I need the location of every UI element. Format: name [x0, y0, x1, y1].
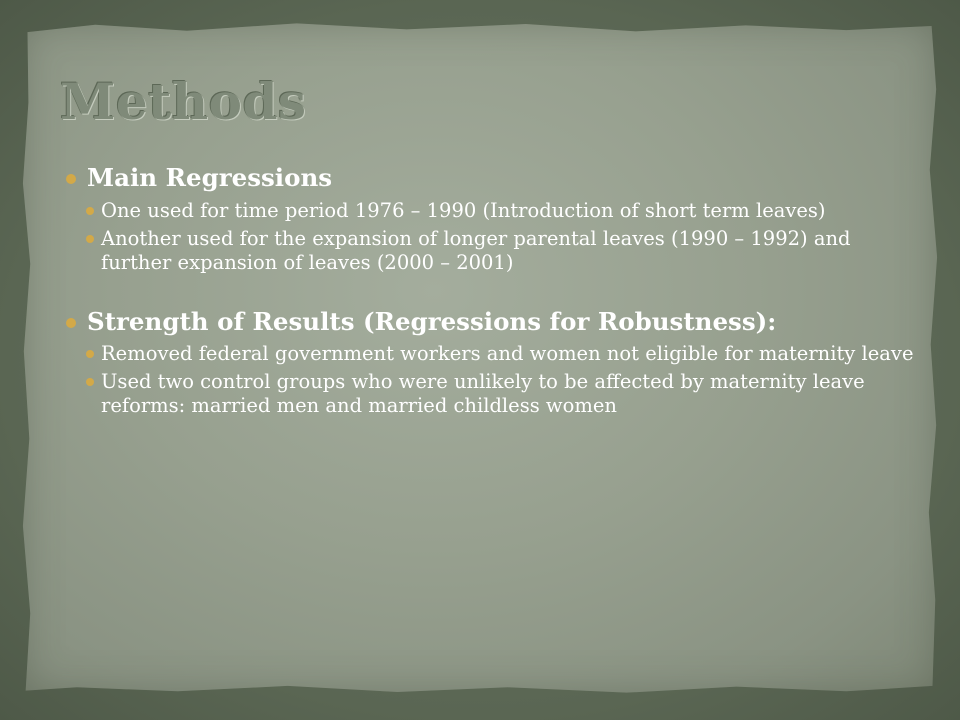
- slide-title: Methods: [60, 72, 307, 131]
- bullet-dot-icon: [86, 207, 94, 215]
- slide-content: [66, 163, 916, 422]
- bullet-text: One used for time period 1976 – 1990 (Introduction of short term leaves): [101, 198, 826, 222]
- bullet-dot-icon: [86, 350, 94, 358]
- bullet-dot-icon: [86, 235, 94, 243]
- bullet-text: Another used for the expansion of longer parental leaves (1990 – 1992) and further expansion of leaves (2000 – 2001): [101, 226, 851, 274]
- section-strength-of-results: [66, 307, 916, 419]
- sub-bullet-list: [66, 342, 916, 418]
- bullet-text: Used two control groups who were unlikely to be affected by maternity leave reforms: married men and married childless women: [101, 370, 865, 418]
- section-main-regressions: [66, 163, 916, 275]
- bullet-level-2: [66, 342, 916, 366]
- bullet-dot-icon: [86, 378, 94, 386]
- bullet-level-2: [66, 370, 916, 418]
- bullet-level-2: [66, 199, 916, 223]
- sub-bullet-list: [66, 199, 916, 275]
- section-spacer: [66, 279, 916, 307]
- bullet-dot-icon: [66, 318, 76, 328]
- section-heading: Main Regressions: [87, 163, 333, 192]
- bullet-level-2: [66, 227, 916, 275]
- bullet-dot-icon: [66, 174, 76, 184]
- section-heading: Strength of Results (Regressions for Robustness):: [87, 306, 777, 336]
- bullet-level-1: [66, 307, 916, 338]
- bullet-text: Removed federal government workers and women not eligible for maternity leave: [101, 342, 914, 366]
- bullet-level-1: [66, 163, 916, 194]
